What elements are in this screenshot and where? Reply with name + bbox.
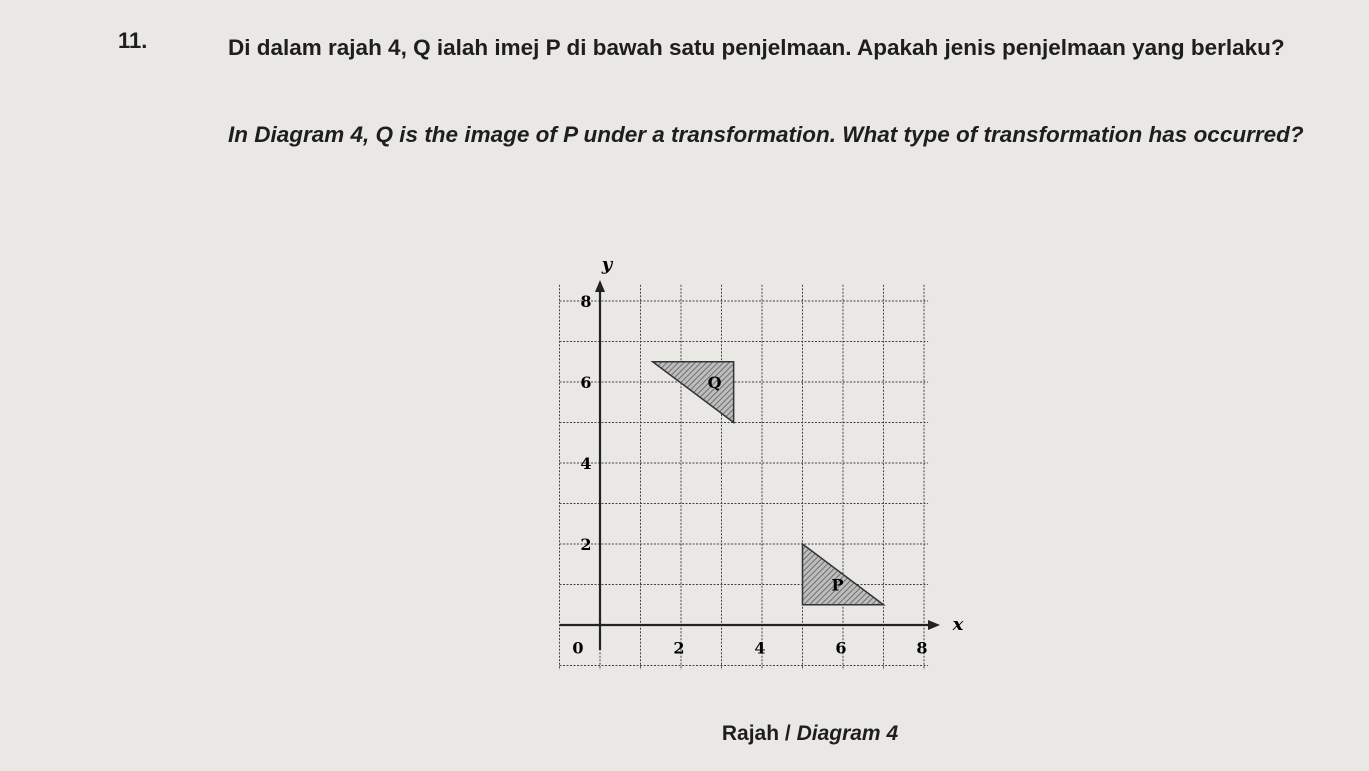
y-axis-label: y (601, 254, 613, 275)
y-tick-label: 6 (580, 373, 592, 392)
y-axis (595, 280, 605, 650)
shape-q-label: Q (707, 373, 722, 392)
x-tick-label: 0 (572, 638, 584, 658)
y-tick-label: 2 (580, 535, 592, 554)
x-tick-label: 8 (916, 638, 928, 658)
x-axis-label: x (952, 614, 964, 635)
question-number: 11. (118, 28, 148, 53)
y-tick-label: 8 (580, 292, 592, 311)
x-tick-label: 6 (835, 638, 847, 658)
question-text-english: In Diagram 4, Q is the image of P under a transformation. What type of transformation has occurred? (228, 122, 1304, 147)
x-tick-labels (572, 638, 927, 657)
shape-q (653, 362, 734, 423)
question-text-malay: Di dalam rajah 4, Q ialah imej P di bawah satu penjelmaan. Apakah jenis penjelmaan yang berlaku? (228, 35, 1285, 60)
grid (560, 285, 929, 670)
shape-p-label: P (831, 575, 844, 595)
caption-malay: Rajah / (721, 722, 797, 745)
coordinate-diagram (540, 240, 970, 670)
x-tick-label: 2 (673, 638, 685, 658)
x-tick-label: 4 (754, 638, 766, 658)
caption-english: Diagram 4 (796, 722, 899, 745)
shape-p (803, 544, 884, 605)
diagram-caption (600, 722, 1020, 746)
y-tick-label: 4 (580, 454, 592, 473)
